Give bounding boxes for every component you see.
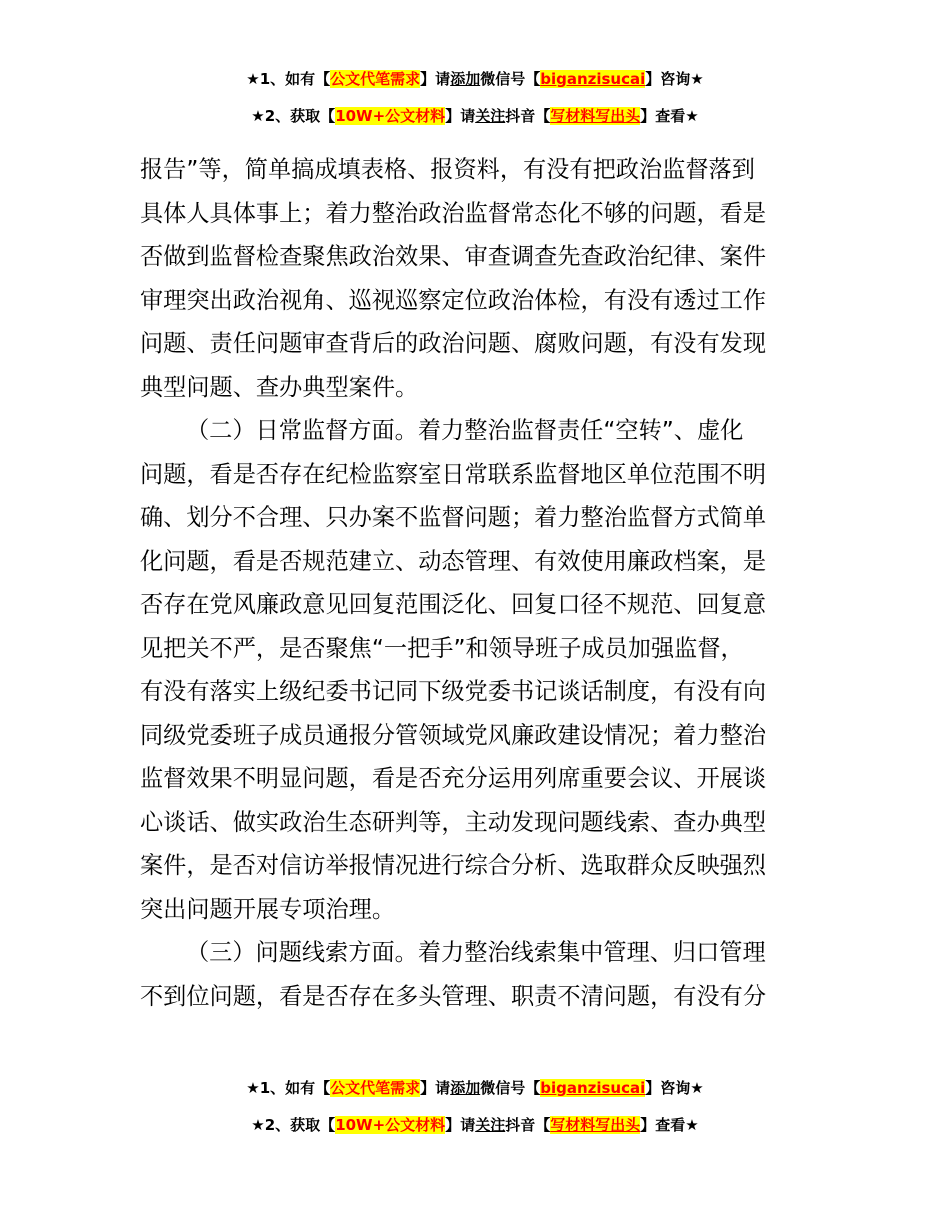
banner-underlined: 添加 bbox=[450, 1079, 481, 1097]
text-line: 确、划分不合理、只办案不监督问题；着力整治监督方式简单 bbox=[140, 504, 767, 531]
text-line: 否做到监督检查聚焦政治效果、审查调查先查政治纪律、案件 bbox=[140, 243, 767, 270]
text-line: 心谈话、做实政治生态研判等，主动发现问题线索、查办典型 bbox=[140, 808, 767, 836]
banner-underlined: 关注 bbox=[475, 107, 506, 125]
banner-highlight: 公文代笔需求 bbox=[330, 70, 421, 88]
section-heading-line: （三）问题线索方面。着力整治线索集中管理、归口管理 bbox=[186, 939, 766, 966]
banner-highlight: 公文代笔需求 bbox=[330, 1079, 421, 1097]
text-line: 问题，看是否存在纪检监察室日常联系监督地区单位范围不明 bbox=[140, 460, 767, 488]
text-line: 突出问题开展专项治理。 bbox=[140, 895, 396, 923]
banner-text: 】咨询★ bbox=[645, 1079, 704, 1097]
bottom-banner-line-2 bbox=[0, 1114, 950, 1136]
text-line: 问题、责任问题审查背后的政治问题、腐败问题，有没有发现 bbox=[140, 330, 767, 357]
banner-wechat-id[interactable]: biganzisucai bbox=[540, 70, 646, 88]
text-line: 不到位问题，看是否存在多头管理、职责不清问题，有没有分 bbox=[140, 982, 767, 1010]
banner-text: 抖音【 bbox=[505, 1116, 551, 1134]
banner-douyin-id[interactable]: 写材料写出头 bbox=[550, 107, 641, 125]
text-line: 具体人具体事上；着力整治政治监督常态化不够的问题，看是 bbox=[140, 199, 767, 227]
top-banner-line-2 bbox=[0, 105, 950, 127]
banner-douyin-id[interactable]: 写材料写出头 bbox=[550, 1116, 641, 1134]
banner-text: 微信号【 bbox=[480, 70, 541, 88]
text-line: 审理突出政治视角、巡视巡察定位政治体检，有没有透过工作 bbox=[140, 286, 767, 314]
text-line: 有没有落实上级纪委书记同下级党委书记谈话制度，有没有向 bbox=[140, 678, 767, 705]
top-banner-line-1 bbox=[0, 68, 950, 90]
text-line: 典型问题、查办典型案件。 bbox=[140, 373, 419, 401]
text-line: 否存在党风廉政意见回复范围泛化、回复口径不规范、回复意 bbox=[140, 591, 767, 618]
section-heading-line: （二）日常监督方面。着力整治监督责任“空转”、虚化 bbox=[186, 417, 744, 444]
banner-text: 】咨询★ bbox=[645, 70, 704, 88]
banner-highlight: 10W+公文材料 bbox=[335, 1116, 446, 1134]
text-line: 监督效果不明显问题，看是否充分运用列席重要会议、开展谈 bbox=[140, 765, 767, 792]
banner-wechat-id[interactable]: biganzisucai bbox=[540, 1079, 646, 1097]
banner-text: 】请 bbox=[420, 70, 451, 88]
text-line: 见把关不严，是否聚焦“一把手”和领导班子成员加强监督， bbox=[140, 634, 744, 662]
banner-text: 】请 bbox=[445, 1116, 476, 1134]
text-line: 化问题，看是否规范建立、动态管理、有效使用廉政档案，是 bbox=[140, 547, 767, 575]
banner-text: ★2、获取【 bbox=[251, 107, 336, 125]
document-body bbox=[140, 148, 812, 1018]
banner-text: 】查看★ bbox=[640, 1116, 699, 1134]
banner-text: ★2、获取【 bbox=[251, 1116, 336, 1134]
banner-text: 】请 bbox=[420, 1079, 451, 1097]
banner-underlined: 添加 bbox=[450, 70, 481, 88]
banner-text: ★1、如有【 bbox=[246, 70, 331, 88]
text-line: 案件，是否对信访举报情况进行综合分析、选取群众反映强烈 bbox=[140, 852, 767, 879]
banner-underlined: 关注 bbox=[475, 1116, 506, 1134]
text-line: 同级党委班子成员通报分管领域党风廉政建设情况；着力整治 bbox=[140, 721, 767, 749]
text-line: 报告”等，简单搞成填表格、报资料，有没有把政治监督落到 bbox=[140, 156, 755, 183]
banner-text: 】查看★ bbox=[640, 107, 699, 125]
banner-text: ★1、如有【 bbox=[246, 1079, 331, 1097]
bottom-banner-line-1 bbox=[0, 1077, 950, 1099]
banner-text: 】请 bbox=[445, 107, 476, 125]
banner-text: 微信号【 bbox=[480, 1079, 541, 1097]
banner-highlight: 10W+公文材料 bbox=[335, 107, 446, 125]
banner-text: 抖音【 bbox=[505, 107, 551, 125]
